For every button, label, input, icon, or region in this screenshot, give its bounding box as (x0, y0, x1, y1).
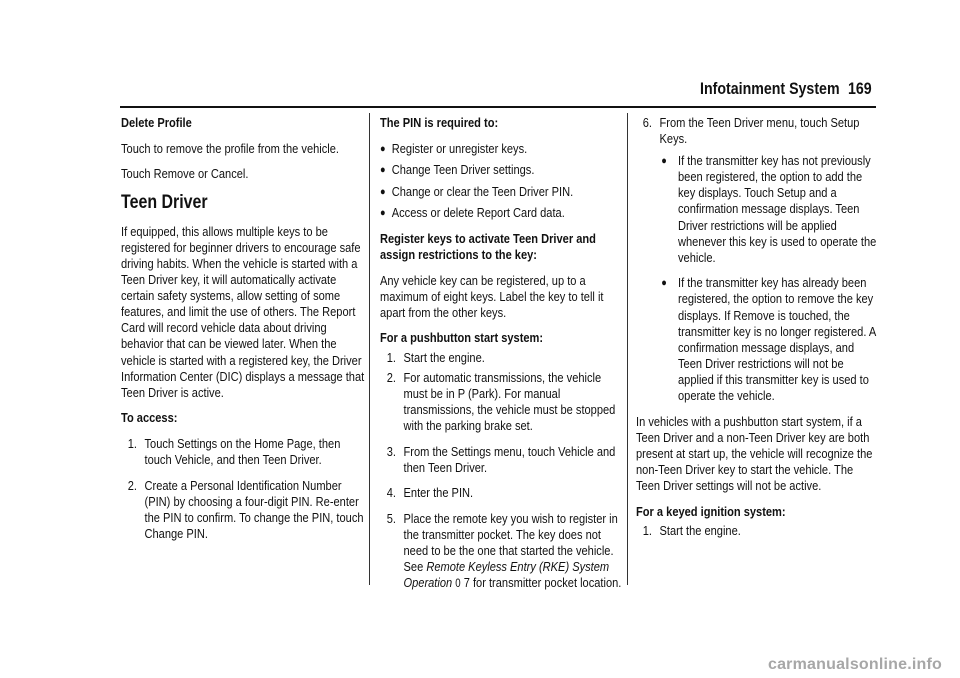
bullet-icon: ● (380, 207, 386, 220)
bullet-text: Access or delete Report Card data. (391, 205, 565, 221)
step-text: Create a Personal Identification Number (PIN) by choosing a four-digit PIN. Re-enter the PIN to confirm. To change the PIN, touch Change PIN. (144, 477, 364, 541)
cross-reference-link[interactable]: Remote Keyless Entry (RKE) System Operation (403, 559, 610, 591)
step-text: Touch Settings on the Home Page, then touch Vehicle, and then Teen Driver. (144, 435, 341, 467)
bullet-text: Register or unregister keys. (391, 140, 528, 156)
step-number: 4. (386, 485, 396, 501)
bullet-text: Change Teen Driver settings. (391, 162, 535, 178)
bullet-text: If the transmitter key has already been registered, the option to remove the key displays. If Remove is touched, the transmitter key is no longer registered. A confirmation message displays, and Teen Driver restrictions will not be applied if this transmitter key is used to operate the vehicle. (678, 275, 876, 403)
column-1 (121, 115, 365, 551)
step-text: From the Settings menu, touch Vehicle and then Teen Driver. (403, 443, 616, 475)
list-item (636, 275, 880, 404)
delete-profile-text-2: Touch Remove or Cancel. (121, 166, 249, 182)
step-text: Place the remote key you wish to register in the transmitter pocket. The key does not need to be the one that started the vehicle. See (403, 510, 618, 575)
column-3 (636, 115, 880, 548)
bullet-icon: ● (661, 277, 667, 290)
teen-driver-heading: Teen Driver (121, 191, 208, 213)
header-rule (120, 106, 876, 108)
step-text: From the Teen Driver menu, touch Setup Keys. (659, 115, 860, 147)
list-item (380, 141, 624, 157)
step-text-continued: for transmitter pocket location. (472, 575, 622, 591)
column-divider-1 (369, 113, 370, 585)
step-text: For automatic transmissions, the vehicle must be in P (Park). For manual transmissions, the vehicle must be stopped with the parking brake set. (403, 369, 616, 433)
column-2 (380, 115, 624, 602)
watermark-text: carmanualsonline.info (767, 656, 942, 673)
bullet-icon: ● (380, 142, 386, 155)
pin-required-heading: The PIN is required to: (380, 115, 499, 130)
list-item (121, 436, 365, 468)
list-item (380, 184, 624, 200)
page-number: 169 (848, 80, 872, 98)
bullet-icon: ● (380, 185, 386, 198)
list-item (380, 370, 624, 434)
step-number: 1. (127, 435, 137, 451)
step-text: Enter the PIN. (403, 485, 474, 501)
step-number: 6. (642, 115, 652, 130)
bullet-icon: ● (661, 155, 667, 168)
register-keys-heading: Register keys to activate Teen Driver and assign restrictions to the key: (380, 230, 596, 263)
step-number: 5. (386, 510, 396, 526)
cross-reference-page: 7 (463, 575, 470, 591)
list-item (636, 115, 880, 147)
register-keys-text: Any vehicle key can be registered, up to a maximum of eight keys. Label the key to tell it apart from the other keys. (380, 272, 604, 320)
pushbutton-heading: For a pushbutton start system: (380, 330, 544, 346)
list-item (121, 478, 365, 542)
section-title: Infotainment System (700, 80, 840, 98)
list-item (380, 485, 624, 501)
bullet-text: Change or clear the Teen Driver PIN. (391, 183, 574, 199)
list-item (380, 162, 624, 178)
step-number: 1. (386, 349, 396, 365)
bullet-text: If the transmitter key has not previously been registered, the option to add the key displays. Touch Setup and a confirmation message displays. Teen Driver restrictions will be applied whenever this key is used to operate the vehicle. (678, 153, 877, 265)
list-item (380, 350, 624, 366)
bullet-icon: ● (380, 164, 386, 177)
step-number: 2. (386, 369, 396, 385)
teen-driver-intro: If equipped, this allows multiple keys to be registered for beginner drivers to encourage safe driving habits. When the vehicle is started with a Teen Driver key, it will automatically activate certain safety systems, allow setting of some features, and limit the use of others. The Report Card will record vehicle data about driving behavior that can be viewed later. When the vehicle is started with a registered key, the Driver Information Center (DIC) displays a message that Teen Driver is active. (121, 223, 365, 400)
page-reference-icon: 0 (455, 578, 461, 591)
step-number: 3. (386, 443, 396, 459)
column-divider-2 (627, 113, 628, 585)
list-item (380, 444, 624, 476)
pushbutton-note: In vehicles with a pushbutton start system, if a Teen Driver and a non-Teen Driver key are both present at start up, the vehicle will recognize the non-Teen Driver key to start the vehicle. The Teen Driver settings will not be active. (636, 413, 873, 493)
step-number: 2. (127, 477, 137, 493)
list-item (636, 523, 880, 539)
list-item (380, 511, 624, 592)
step-text: Start the engine. (659, 522, 741, 538)
delete-profile-text: Touch to remove the profile from the vehicle. (121, 140, 339, 156)
keyed-ignition-heading: For a keyed ignition system: (636, 503, 786, 519)
list-item (380, 205, 624, 221)
to-access-heading: To access: (121, 410, 178, 426)
step-text: Start the engine. (403, 349, 485, 365)
step-number: 1. (642, 522, 652, 538)
list-item (636, 153, 880, 266)
delete-profile-heading: Delete Profile (121, 115, 192, 130)
